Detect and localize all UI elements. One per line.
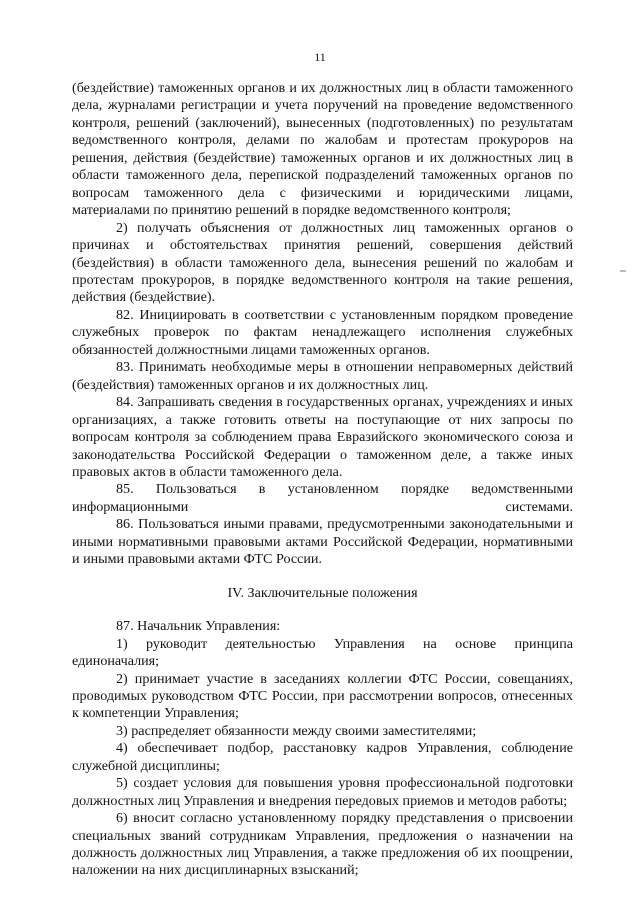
paragraph-duty-5: 5) создает условия для повышения уровня профессиональной подготовки должностных лиц Управления и внедрения передовых приемов и методов работы; [72,775,573,809]
paragraph-item-2-explanations: 2) получать объяснения от должностных лиц таможенных органов о причинах и обстоятельствах принятия решений, совершения действий (бездействия) в области таможенного дела, вынесения решений по жалобам и протестам прокуроров, в порядке ведомственного контроля на такие решения, действия (бездействие). [72,219,573,306]
scan-mark [620,270,626,272]
paragraph-item-87-intro: 87. Начальник Управления: [116,618,281,635]
document-body [72,80,573,880]
section-heading: IV. Заключительные положения [227,584,418,601]
paragraph-item-84: 84. Запрашивать сведения в государственных органах, учреждениях и иных организациях, а также готовить ответы на поступающие от них запросы по вопросам контроля за соблюдением права Евразийского экономического союза и законодательства Российской Федерации о таможенном деле, а также иных правовых актов в области таможенного дела. [72,394,573,480]
paragraph-item-86: 86. Пользоваться иными правами, предусмотренными законодательными и иными нормативными правовыми актами Российской Федерации, нормативными и иными правовыми актами ФТС России. [72,516,573,568]
paragraph-intro-continuation: (бездействие) таможенных органов и их должностных лиц в области таможенного дела, журналами регистрации и учета поручений на проведение ведомственного контроля, решений (заключений), вынесенных (подготовленных) по результатам ведомственного контроля, делами по жалобам и протестам прокуроров на решения, действия (бездействие) таможенных органов и их должностных лиц в области таможенного дела, перепиской подразделений таможенных органов по вопросам таможенного дела с физическими и юридическими лицами, материалами по принятию решений в порядке ведомственного контроля; [72,80,573,219]
paragraph-duty-6: 6) вносит согласно установленному порядку представления о присвоении специальных званий сотрудникам Управления, предложения о назначении на должность должностных лиц Управления, а также предложения об их поощрении, наложении на них дисциплинарных взысканий; [72,810,573,879]
paragraph-duty-3: 3) распределяет обязанности между своими заместителями; [116,722,477,739]
paragraph-duty-4: 4) обеспечивает подбор, расстановку кадров Управления, соблюдение служебной дисциплины; [72,740,573,774]
paragraph-item-82: 82. Инициировать в соответствии с установленным порядком проведение служебных проверок по фактам ненадлежащего исполнения служебных обязанностей должностными лицами таможенных органов. [72,306,573,358]
paragraph-item-85: 85. Пользоваться в установленном порядке ведомственными информационными системами. [72,481,573,515]
page-number: 11 [314,50,326,64]
paragraph-duty-1: 1) руководит деятельностью Управления на основе принципа единоначалия; [72,635,573,670]
paragraph-duty-2: 2) принимает участие в заседаниях коллегии ФТС России, совещаниях, проводимых руководством ФТС России, при рассмотрении вопросов, отнесенных к компетенции Управления; [72,670,573,722]
paragraph-item-83: 83. Принимать необходимые меры в отношении неправомерных действий (бездействия) таможенных органов и их должностных лиц. [72,359,573,393]
